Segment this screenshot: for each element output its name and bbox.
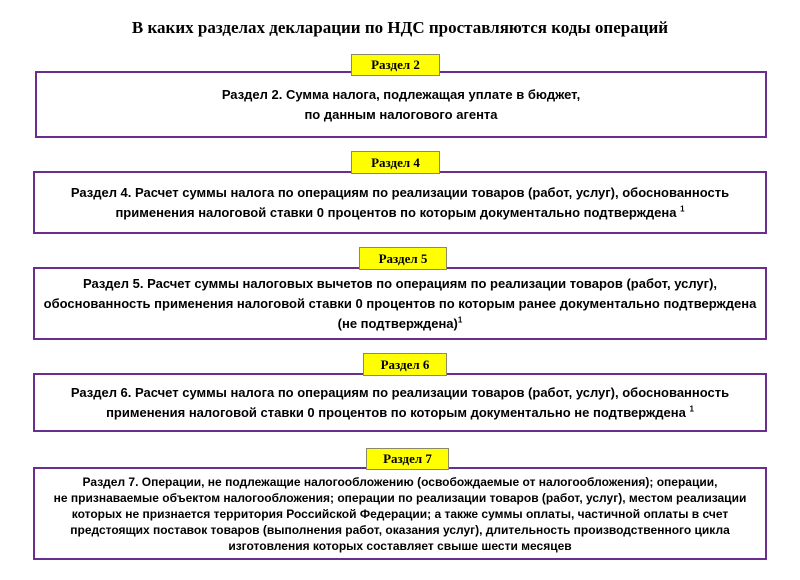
section-7-text <box>54 474 747 554</box>
section-7-line-2: не признаваемые объектом налогообложения; операции по реализации товаров (работ, услуг), местом реализации <box>53 490 747 505</box>
section-2-box <box>35 71 767 138</box>
section-6-footnote: 1 <box>689 404 694 414</box>
section-4-line-1: Раздел 4. Расчет суммы налога по операциям по реализации товаров (работ, услуг), обоснованность <box>70 184 730 200</box>
page-title: В каких разделах декларации по НДС проставляются коды операций <box>131 18 669 37</box>
section-4-tag: Раздел 4 <box>351 151 440 174</box>
section-4-footnote: 1 <box>680 204 685 214</box>
section-6-line-2: применения налоговой ставки 0 процентов по которым документально не подтверждена <box>106 404 690 420</box>
section-7-line-1: Раздел 7. Операции, не подлежащие налогообложению (освобождаемые от налогообложения); операции, <box>82 474 718 489</box>
section-7-box <box>33 467 767 560</box>
section-6-text <box>71 383 729 423</box>
section-5-line-1: Раздел 5. Расчет суммы налоговых вычетов по операциям по реализации товаров (работ, услуг), <box>82 275 718 291</box>
section-2-line-1: Раздел 2. Сумма налога, подлежащая уплате в бюджет, <box>221 86 581 102</box>
section-6-tag: Раздел 6 <box>363 353 447 376</box>
section-5-line-3: (не подтверждена) <box>337 315 458 331</box>
section-4-text <box>71 183 729 223</box>
section-5-tag: Раздел 5 <box>359 247 447 270</box>
section-7-line-4: предстоящих поставок товаров (выполнения работ, оказания услуг), длительность производственного цикла <box>70 522 730 537</box>
section-5-text <box>44 274 757 334</box>
section-5-footnote: 1 <box>457 315 463 325</box>
section-2-text <box>222 85 580 125</box>
section-2-line-2: по данным налогового агента <box>304 106 498 122</box>
section-4-line-2: применения налоговой ставки 0 процентов по которым документально подтверждена <box>115 204 681 220</box>
section-5-box <box>33 267 767 340</box>
section-7-line-5: изготовления которых составляет свыше шести месяцев <box>228 538 572 553</box>
section-5-line-2: обоснованность применения налоговой ставки 0 процентов по которым ранее документально подтверждена <box>43 295 757 311</box>
section-4-box <box>33 171 767 234</box>
section-6-line-1: Раздел 6. Расчет суммы налога по операциям по реализации товаров (работ, услуг), обоснованность <box>70 384 730 400</box>
section-7-line-3: которых не признается территория Российской Федерации; а также суммы оплаты, частичной оплаты в счет <box>71 506 729 521</box>
section-2-tag: Раздел 2 <box>351 54 440 76</box>
section-7-tag: Раздел 7 <box>366 448 449 470</box>
section-6-box <box>33 373 767 432</box>
